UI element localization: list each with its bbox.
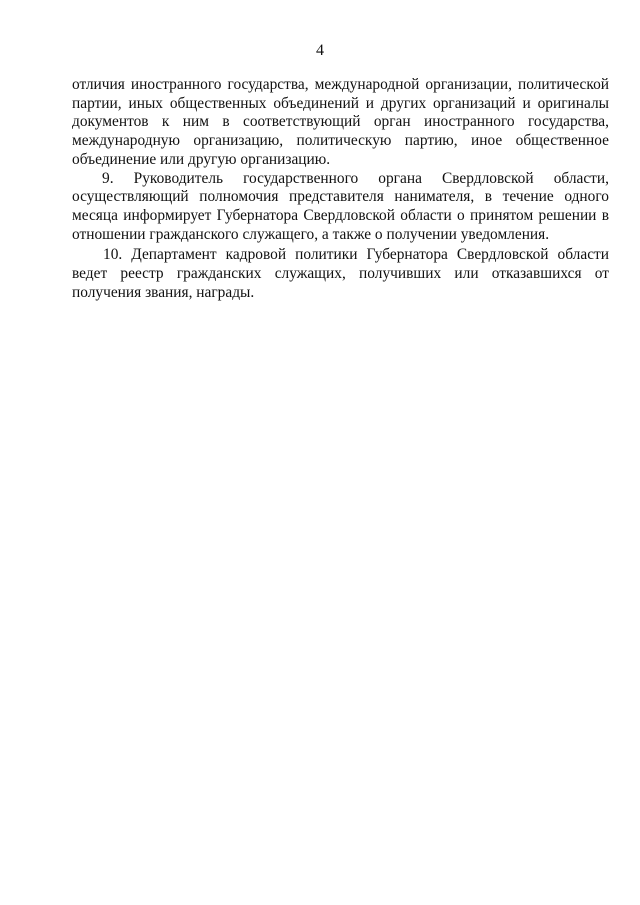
paragraph-item-10: 10. Департамент кадровой политики Губернатора Свердловской области ведет реестр гражданских служащих, получивших или отказавшихся от получения звания, награды.: [72, 246, 609, 301]
paragraph-item-9: 9. Руководитель государственного органа Свердловской области, осуществляющий полномочия представителя нанимателя, в течение одного месяца информирует Губернатора Свердловской области о принятом решении в отношении гражданского служащего, а также о получении уведомления.: [72, 169, 609, 243]
document-body: [72, 76, 609, 302]
page-number: 4: [316, 42, 324, 59]
paragraph-continuation: отличия иностранного государства, международной организации, политической партии, иных общественных объединений и других организаций и оригиналы документов к ним в соответствующий орган иностранного государства, международную организацию, политическую партию, иное общественное объединение или другую организацию.: [72, 76, 609, 168]
